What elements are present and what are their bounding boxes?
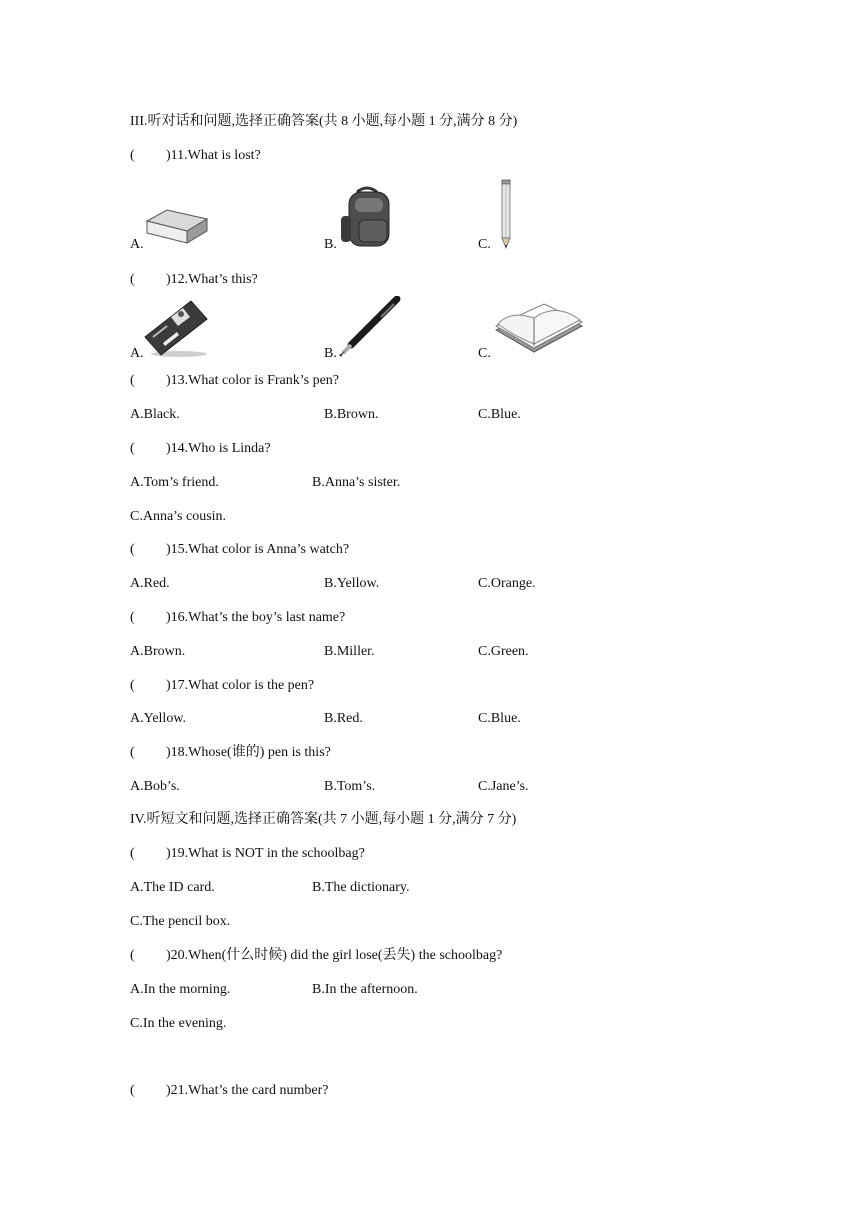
question-16 [130, 609, 345, 627]
question-18 [130, 744, 331, 762]
answer-blank: ( [130, 948, 135, 963]
question-21-text: )21.What’s the card number? [166, 1083, 329, 1098]
q18-option-b: B.Tom’s. [324, 779, 376, 794]
q17-option-b: B.Red. [324, 711, 363, 726]
q19-option-a: A.The ID card. [130, 880, 215, 895]
q20-option-c: C.In the evening. [130, 1016, 227, 1031]
answer-blank: ( [130, 745, 135, 760]
question-14 [130, 440, 271, 458]
answer-blank: ( [130, 678, 135, 693]
question-16-text: )16.What’s the boy’s last name? [166, 610, 346, 625]
schoolbag-image [337, 186, 397, 248]
question-14-text: )14.Who is Linda? [166, 441, 271, 456]
answer-blank: ( [130, 148, 135, 163]
q19-option-b: B.The dictionary. [312, 880, 410, 895]
q11-option-a: A. [130, 237, 144, 252]
question-13 [130, 372, 339, 390]
eraser-image [143, 207, 209, 247]
answer-blank: ( [130, 373, 135, 388]
q12-option-c: C. [478, 346, 491, 361]
q17-option-a: A.Yellow. [130, 711, 187, 726]
question-12-text: )12.What’s this? [166, 272, 258, 287]
q17-option-c: C.Blue. [478, 711, 521, 726]
answer-blank: ( [130, 1083, 135, 1098]
q15-option-c: C.Orange. [478, 576, 536, 591]
q14-option-b: B.Anna’s sister. [312, 475, 401, 490]
q20-option-b: B.In the afternoon. [312, 982, 418, 997]
answer-blank: ( [130, 846, 135, 861]
answer-blank: ( [130, 542, 135, 557]
q11-option-b: B. [324, 237, 337, 252]
answer-blank: ( [130, 272, 135, 287]
q15-option-a: A.Red. [130, 576, 170, 591]
q15-option-b: B.Yellow. [324, 576, 380, 591]
pen-image [337, 296, 401, 358]
question-15-text: )15.What color is Anna’s watch? [166, 542, 350, 557]
q16-option-c: C.Green. [478, 644, 529, 659]
q20-option-a: A.In the morning. [130, 982, 231, 997]
q19-option-c: C.The pencil box. [130, 914, 231, 929]
question-11 [130, 147, 261, 165]
question-13-text: )13.What color is Frank’s pen? [166, 373, 340, 388]
question-20 [130, 947, 502, 965]
question-21 [130, 1082, 329, 1100]
question-17-text: )17.What color is the pen? [166, 678, 315, 693]
question-19 [130, 845, 365, 863]
pencil-image [499, 178, 513, 250]
question-12 [130, 271, 258, 289]
q14-option-c: C.Anna’s cousin. [130, 509, 227, 524]
answer-blank: ( [130, 610, 135, 625]
question-19-text: )19.What is NOT in the schoolbag? [166, 846, 365, 861]
q13-option-c: C.Blue. [478, 407, 521, 422]
q12-option-b: B. [324, 346, 337, 361]
q13-option-b: B.Brown. [324, 407, 379, 422]
answer-blank: ( [130, 441, 135, 456]
q16-option-a: A.Brown. [130, 644, 186, 659]
question-11-text: )11.What is lost? [166, 148, 261, 163]
section-3-heading: III.听对话和问题,选择正确答案(共 8 小题,每小题 1 分,满分 8 分) [130, 114, 518, 129]
q12-option-a: A. [130, 346, 144, 361]
book-image [490, 296, 586, 360]
q13-option-a: A.Black. [130, 407, 180, 422]
id-card-image [143, 297, 209, 359]
q18-option-c: C.Jane’s. [478, 779, 529, 794]
q16-option-b: B.Miller. [324, 644, 375, 659]
question-18-text: )18.Whose(谁的) pen is this? [166, 745, 331, 760]
question-17 [130, 677, 314, 695]
section-4-heading: IV.听短文和问题,选择正确答案(共 7 小题,每小题 1 分,满分 7 分) [130, 812, 517, 827]
q11-option-c: C. [478, 237, 491, 252]
question-20-text: )20.When(什么时候) did the girl lose(丢失) the schoolbag? [166, 948, 503, 963]
question-15 [130, 541, 349, 559]
q14-option-a: A.Tom’s friend. [130, 475, 219, 490]
q18-option-a: A.Bob’s. [130, 779, 180, 794]
